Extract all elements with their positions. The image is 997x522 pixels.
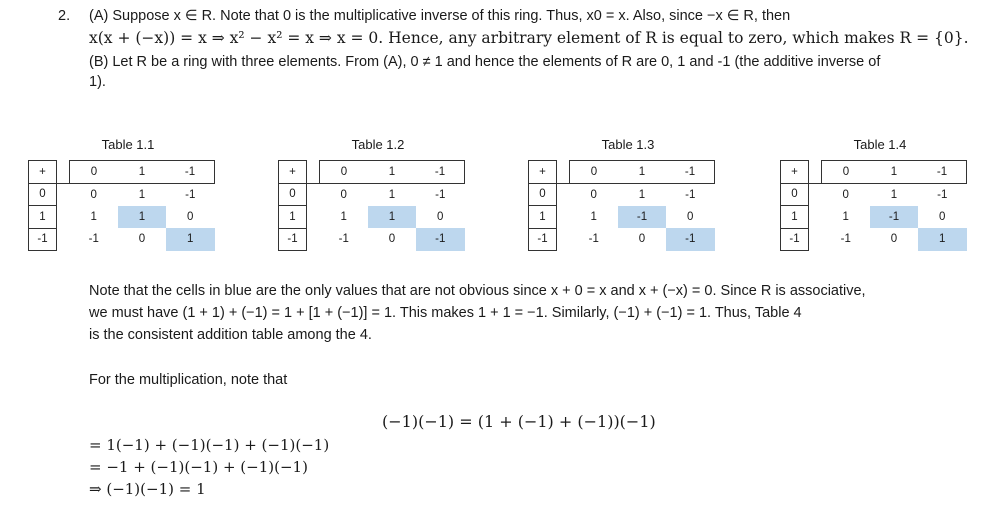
table-header-cell: 0: [822, 161, 871, 184]
table-cell: 0: [138, 233, 146, 246]
table-cell-highlight: 1: [918, 228, 967, 251]
table-header-cell: 0: [320, 161, 369, 184]
table-cell: 1: [340, 210, 347, 223]
table-cell-highlight: -1: [870, 206, 918, 229]
table-cell: -1: [937, 188, 948, 201]
table-cell: 1: [138, 188, 146, 201]
table-cell: 0: [590, 188, 597, 201]
table-cell: -1: [435, 188, 446, 201]
multiplication-intro: For the multiplication, note that: [89, 372, 288, 388]
table-cell: -1: [840, 233, 851, 246]
equation-step-1: = 1(−1) + (−1)(−1) + (−1)(−1): [89, 436, 330, 454]
table-cell: 0: [687, 210, 694, 223]
table-cell: 0: [437, 210, 444, 223]
equation-step-3: ⇒ (−1)(−1) = 1: [89, 480, 206, 498]
table-header-cell: -1: [666, 161, 715, 184]
table-cell: 1: [388, 188, 396, 201]
table-cell: -1: [88, 233, 99, 246]
table-cell: 0: [29, 183, 57, 206]
table-header-cell: 1: [870, 161, 918, 184]
table-header-cell: 1: [368, 161, 416, 184]
table-cell: 1: [590, 210, 597, 223]
table-2-title: Table 1.2: [351, 137, 405, 152]
table-cell: -1: [185, 188, 196, 201]
table-cell: 0: [890, 233, 898, 246]
table-header-cell: 0: [70, 161, 119, 184]
table-3-title: Table 1.3: [601, 137, 655, 152]
table-cell: +: [29, 161, 57, 184]
table-cell: 1: [90, 210, 97, 223]
table-cell-highlight: 1: [166, 228, 215, 251]
table-cell-highlight: -1: [666, 228, 715, 251]
part-b-line-2: 1).: [89, 74, 106, 90]
table-cell-highlight: 1: [118, 206, 166, 229]
table-cell: -1: [279, 228, 307, 251]
table-cell: -1: [781, 228, 809, 251]
table-1-title: Table 1.1: [101, 137, 155, 152]
table-cell: 0: [388, 233, 396, 246]
table-cell: 0: [781, 183, 809, 206]
part-b-line-1: (B) Let R be a ring with three elements. From (A), 0 ≠ 1 and hence the elements of R are 0, 1 and -1 (the additive inverse of: [89, 54, 881, 70]
table-cell-highlight: -1: [618, 206, 666, 229]
table-cell: 0: [90, 188, 97, 201]
table-cell: 1: [890, 188, 898, 201]
table-cell: 1: [279, 206, 307, 229]
table-cell: +: [529, 161, 557, 184]
table-cell: 1: [781, 206, 809, 229]
table-cell: -1: [685, 188, 696, 201]
table-cell: -1: [338, 233, 349, 246]
table-4-title: Table 1.4: [853, 137, 907, 152]
table-cell: -1: [29, 228, 57, 251]
table-header-cell: -1: [918, 161, 967, 184]
addition-table-3: [528, 160, 715, 251]
table-cell: 1: [529, 206, 557, 229]
table-cell: 0: [340, 188, 347, 201]
table-header-cell: 0: [570, 161, 619, 184]
equation-main: (−1)(−1) = (1 + (−1) + (−1))(−1): [382, 412, 656, 431]
table-header-cell: 1: [118, 161, 166, 184]
table-cell: 0: [187, 210, 194, 223]
note-line-3: is the consistent addition table among the 4.: [89, 327, 372, 343]
table-cell: 0: [638, 233, 646, 246]
table-header-cell: -1: [416, 161, 465, 184]
table-cell: +: [279, 161, 307, 184]
table-cell: +: [781, 161, 809, 184]
table-cell: 0: [279, 183, 307, 206]
table-header-cell: 1: [618, 161, 666, 184]
table-cell-highlight: -1: [416, 228, 465, 251]
table-cell: -1: [588, 233, 599, 246]
table-cell: 0: [529, 183, 557, 206]
addition-table-4: [780, 160, 967, 251]
addition-table-2: [278, 160, 465, 251]
note-line-2: we must have (1 + 1) + (−1) = 1 + [1 + (−1)] = 1. This makes 1 + 1 = −1. Similarly, (−1) + (−1) = 1. Thus, Table 4: [89, 305, 802, 321]
table-cell: 1: [29, 206, 57, 229]
table-cell-highlight: 1: [368, 206, 416, 229]
table-header-cell: -1: [166, 161, 215, 184]
part-a-line-1: (A) Suppose x ∈ R. Note that 0 is the multiplicative inverse of this ring. Thus, x0 = x. Also, since −x ∈ R, then: [89, 8, 791, 24]
equation-step-2: = −1 + (−1)(−1) + (−1)(−1): [89, 458, 308, 476]
table-cell: 1: [638, 188, 646, 201]
table-cell: 0: [939, 210, 946, 223]
problem-number: 2.: [58, 8, 71, 24]
addition-table-1: [28, 160, 215, 251]
table-cell: 1: [842, 210, 849, 223]
table-cell: -1: [529, 228, 557, 251]
table-cell: 0: [842, 188, 849, 201]
note-line-1: Note that the cells in blue are the only values that are not obvious since x + 0 = x and x + (−x) = 0. Since R is associative,: [89, 283, 866, 299]
part-a-line-2: x(x + (−x)) = x ⇒ x² − x² = x ⇒ x = 0. Hence, any arbitrary element of R is equal to zero, which makes R = {0}.: [89, 29, 969, 47]
